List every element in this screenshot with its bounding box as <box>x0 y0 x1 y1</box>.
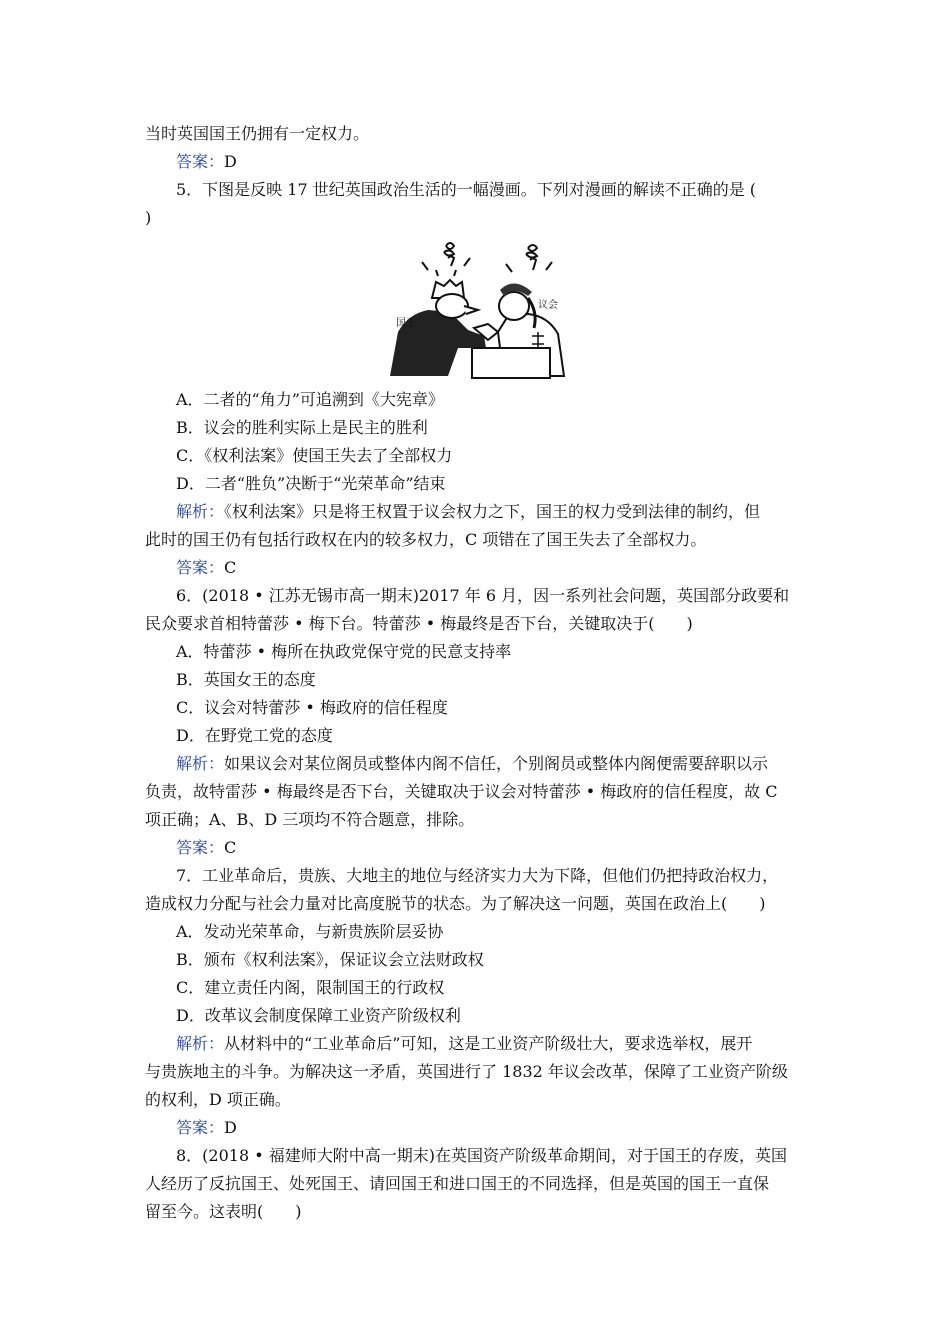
q6-option-b: B．英国女王的态度 <box>176 670 316 689</box>
q6-analysis-line3: 项正确；A、B、D 三项均不符合题意，排除。 <box>145 810 475 829</box>
label-king: 国王 <box>396 318 416 329</box>
q4-answer <box>176 152 841 172</box>
arm-wrestling-table <box>472 348 550 378</box>
q7-option-a: A．发动光荣革命，与新贵族阶层妥协 <box>176 922 444 941</box>
answer-label: 答案： <box>176 1118 225 1137</box>
analysis-label: 解析： <box>176 502 225 521</box>
answer-value: D <box>224 1118 237 1137</box>
q7-option-c: C．建立责任内阁，限制国王的行政权 <box>176 978 445 997</box>
q7-answer <box>176 1118 841 1138</box>
q7-analysis-line3: 的权利，D 项正确。 <box>145 1090 291 1109</box>
analysis-text: 如果议会对某位阁员或整体内阁不信任，个别阁员或整体内阁便需要辞职以示 <box>224 754 769 773</box>
answer-value: C <box>224 558 237 577</box>
q8-stem-line1: 8．(2018 • 福建师大附中高一期末)在英国资产阶级革命期间，对于国王的存废，英国 <box>176 1146 787 1165</box>
q5-stem-line2: ) <box>145 208 152 227</box>
q6-analysis-line1 <box>176 754 841 774</box>
answer-value: D <box>224 152 237 171</box>
q5-option-b: B．议会的胜利实际上是民主的胜利 <box>176 418 428 437</box>
analysis-label: 解析： <box>176 754 225 773</box>
q6-stem-line1: 6．(2018 • 江苏无锡市高一期末)2017 年 6 月，因一系列社会问题，英国部分政要和 <box>176 586 790 605</box>
q6-answer <box>176 838 841 858</box>
q7-stem-line1: 7．工业革命后，贵族、大地主的地位与经济实力大为下降，但他们仍把持政治权力， <box>176 866 779 885</box>
q5-analysis-line2: 此时的国王仍有包括行政权在内的较多权力，C 项错在了国王失去了全部权力。 <box>145 530 707 549</box>
label-parliament: 议会 <box>538 300 558 311</box>
q6-analysis-line2: 负责，故特雷莎 • 梅最终是否下台，关键取决于议会对特蕾莎 • 梅政府的信任程度，故 C <box>145 782 778 801</box>
q5-option-a: A．二者的“角力”可追溯到《大宪章》 <box>176 390 444 409</box>
q6-stem-line2: 民众要求首相特蕾莎 • 梅下台。特蕾莎 • 梅最终是否下台，关键取决于( ) <box>145 614 693 633</box>
q6-option-d: D．在野党工党的态度 <box>176 726 333 745</box>
q5-answer <box>176 558 841 578</box>
cartoon-king-vs-parliament <box>388 236 566 380</box>
anger-scribble-right <box>506 245 552 272</box>
q7-analysis-line2: 与贵族地主的斗争。为解决这一矛盾，英国进行了 1832 年议会改革，保障了工业资产阶级 <box>145 1062 788 1081</box>
analysis-text: 从材料中的“工业革命后”可知，这是工业资产阶级壮大，要求选举权，展开 <box>224 1034 753 1053</box>
q5-analysis-line1 <box>176 502 841 522</box>
q7-option-b: B．颁布《权利法案》，保证议会立法财政权 <box>176 950 484 969</box>
analysis-label: 解析： <box>176 1034 225 1053</box>
q7-stem-line2: 造成权力分配与社会力量对比高度脱节的状态。为了解决这一问题，英国在政治上( ) <box>145 894 766 913</box>
answer-label: 答案： <box>176 838 225 857</box>
q8-stem-line2: 人经历了反抗国王、处死国王、请回国王和进口国王的不同选择，但是英国的国王一直保 <box>145 1174 770 1193</box>
q4-tail-text: 当时英国国王仍拥有一定权力。 <box>145 124 370 143</box>
anger-scribble-left <box>422 243 470 276</box>
q5-option-c: C．《权利法案》使国王失去了全部权力 <box>176 446 453 465</box>
answer-value: C <box>224 838 237 857</box>
q6-option-a: A．特蕾莎 • 梅所在执政党保守党的民意支持率 <box>176 642 512 661</box>
q7-analysis-line1 <box>176 1034 841 1054</box>
q8-stem-line3: 留至今。这表明( ) <box>145 1202 302 1221</box>
q5-stem-line1: 5．下图是反映 17 世纪英国政治生活的一幅漫画。下列对漫画的解读不正确的是 ( <box>176 180 757 199</box>
q5-option-d: D．二者“胜负”决断于“光荣革命”结束 <box>176 474 446 493</box>
analysis-text: 《权利法案》只是将王权置于议会权力之下，国王的权力受到法律的制约，但 <box>224 502 761 521</box>
answer-label: 答案： <box>176 152 225 171</box>
q7-option-d: D．改革议会制度保障工业资产阶级权利 <box>176 1006 461 1025</box>
answer-label: 答案： <box>176 558 225 577</box>
q6-option-c: C．议会对特蕾莎 • 梅政府的信任程度 <box>176 698 448 717</box>
